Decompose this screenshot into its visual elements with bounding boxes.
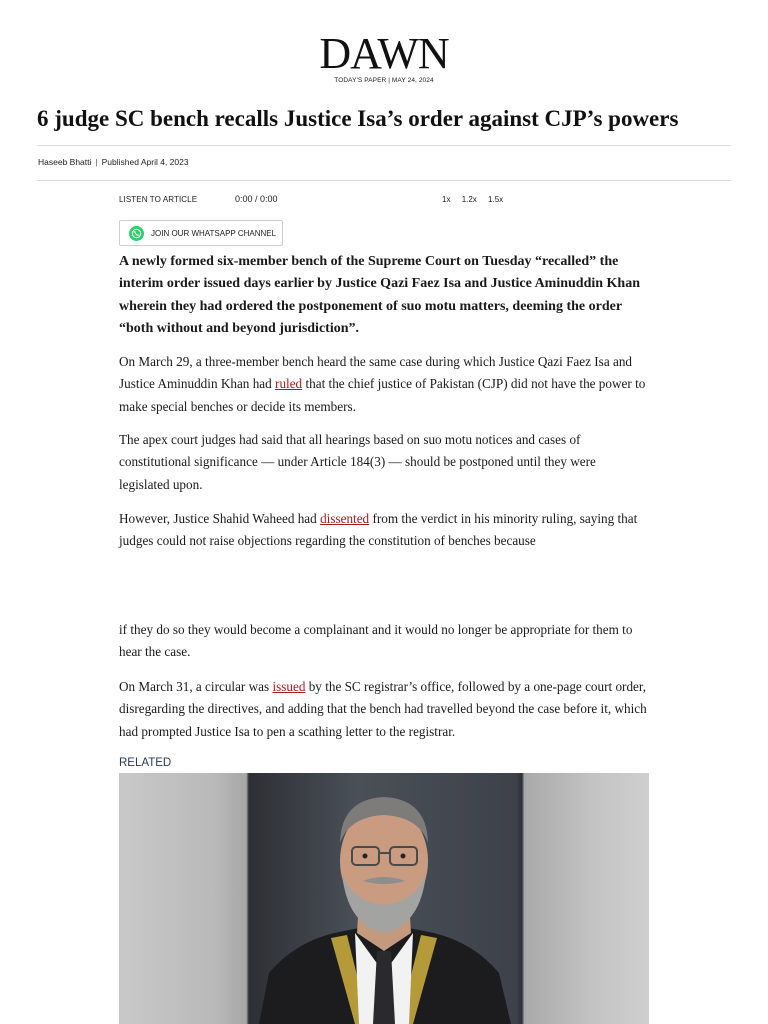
dissented-link[interactable]: dissented (320, 511, 370, 526)
paragraph-text: that the chief justice of Pakistan (CJP) did not have the power to make special benches or decide its members. (119, 376, 646, 414)
playback-speed-options (442, 195, 512, 204)
speed-1x-button[interactable]: 1x (442, 195, 451, 204)
audio-time: 0:00 / 0:00 (235, 194, 278, 204)
byline (38, 157, 189, 167)
todays-paper-link[interactable]: TODAY'S PAPER | MAY 24, 2024 (334, 77, 434, 84)
article-paragraph (119, 508, 649, 553)
speed-1-2x-button[interactable]: 1.2x (461, 195, 477, 204)
whatsapp-icon (129, 226, 144, 241)
audio-player (119, 194, 649, 208)
article-lead: A newly formed six-member bench of the Supreme Court on Tuesday “recalled” the interim order issued days earlier by Justice Qazi Faez Isa and Justice Aminuddin Khan wherein they had ordered the postponement of suo motu matters, deeming the order “both without and beyond jurisdiction”. (119, 254, 641, 337)
paragraph-text: from the verdict in his minority ruling, saying that judges could not raise objections regarding the constitution of benches because (119, 511, 638, 549)
paragraph-text: However, Justice Shahid Waheed had (119, 511, 321, 526)
whatsapp-label: JOIN OUR WHATSAPP CHANNEL (151, 228, 277, 238)
article-headline: 6 judge SC bench recalls Justice Isa’s order against CJP’s powers (37, 106, 679, 131)
related-label: RELATED (119, 757, 172, 769)
paragraph-text: On March 31, a circular was (119, 679, 273, 694)
article-paragraph (119, 351, 649, 418)
masthead (0, 29, 768, 84)
whatsapp-channel-button[interactable] (119, 220, 283, 246)
related-article-image[interactable] (119, 773, 649, 1024)
listen-to-article-button[interactable]: LISTEN TO ARTICLE (119, 195, 198, 204)
dawn-logo[interactable]: DAWN (319, 29, 449, 78)
article-paragraph: if they do so they would become a complainant and it would no longer be appropriate for them to hear the case. (119, 622, 633, 660)
author-link[interactable]: Haseeb Bhatti (38, 157, 92, 167)
issued-link[interactable]: issued (272, 679, 306, 694)
byline-separator: | (95, 157, 98, 167)
article-paragraph: The apex court judges had said that all hearings based on suo motu notices and cases of constitutional significance — under Article 184(3) — should be postponed until they were legislated upon. (119, 432, 596, 492)
ruled-link[interactable]: ruled (275, 376, 303, 392)
divider (37, 145, 731, 146)
paragraph-text: by the SC registrar’s office, followed by a one-page court order, disregarding the directives, and adding that the bench had travelled beyond the case before it, which had prompted Justice Isa to pen a scathing letter to the registrar. (119, 679, 647, 739)
paragraph-text: On March 29, a three-member bench heard the same case during which Justice Qazi Faez Isa and Justice Aminuddin Khan had (119, 354, 633, 392)
judge-portrait-image (119, 773, 649, 1024)
divider (37, 180, 731, 181)
article-paragraph (119, 676, 649, 743)
publish-date: Published April 4, 2023 (101, 157, 189, 167)
speed-1-5x-button[interactable]: 1.5x (488, 195, 504, 204)
